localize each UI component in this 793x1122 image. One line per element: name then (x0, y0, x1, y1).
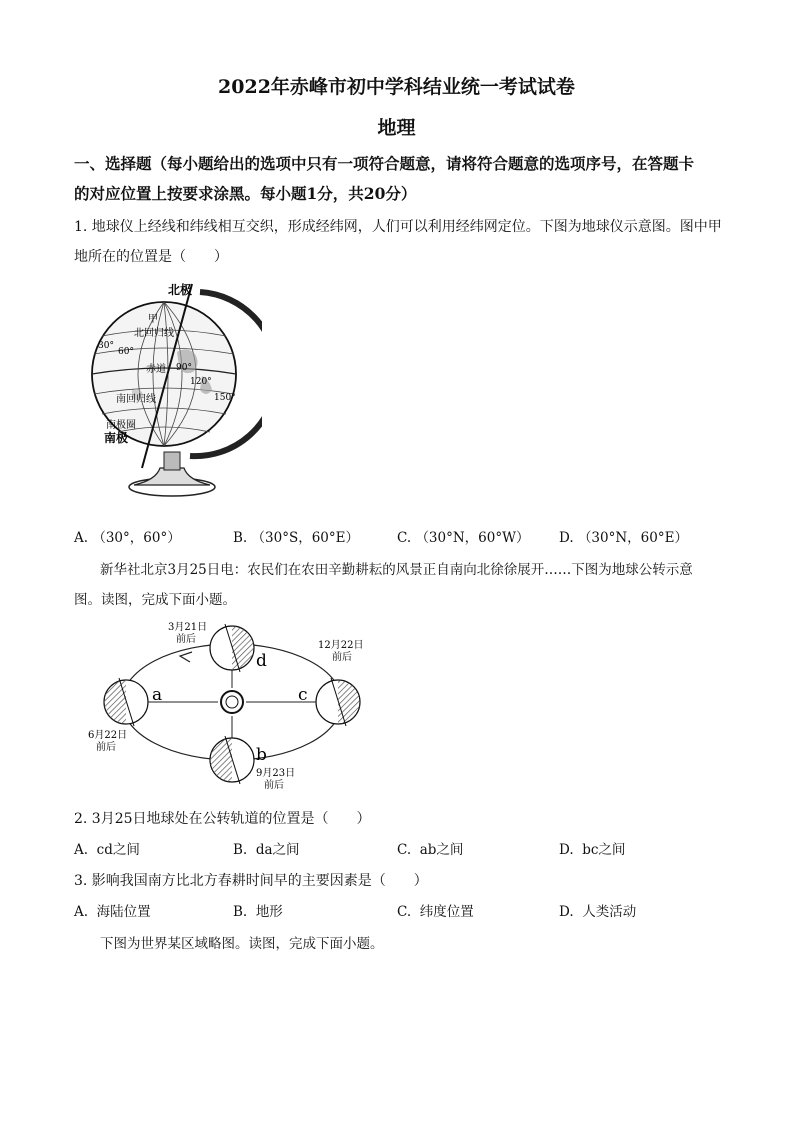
orbit-figure (80, 612, 390, 797)
q1-option-a[interactable]: A. （30°，60°） (74, 530, 181, 546)
q3-option-a[interactable]: A. 海陆位置 (74, 904, 151, 920)
north-pole-label: 北极 (168, 283, 193, 297)
tropic-cancer-label: 北回归线 (134, 328, 174, 339)
orbit-label-d: d (256, 651, 267, 671)
equator-label: 赤道 (146, 364, 166, 375)
q1-stem-line2: 地所在的位置是（ ） (74, 249, 228, 265)
jia-label: 甲 (148, 314, 158, 325)
orbit-label-c: c (298, 685, 308, 705)
q2-option-a[interactable]: A. cd之间 (74, 842, 140, 858)
orbit-label-b: b (256, 745, 267, 765)
q3-stem: 3. 影响我国南方比北方春耕时间早的主要因素是（ ） (74, 873, 428, 889)
lon-90-label: 90° (176, 363, 192, 373)
lon-30-label: 30° (98, 341, 114, 351)
q1-stem-line1: 1. 地球仪上经线和纬线相互交织，形成经纬网，人们可以利用经纬网定位。下图为地球仪示意图。图中甲 (74, 219, 722, 235)
q3-option-b[interactable]: B. 地形 (233, 904, 283, 920)
q3-option-c[interactable]: C. 纬度位置 (397, 904, 474, 920)
section-instructions-line2: 的对应位置上按要求涂黑。每小题1分，共20分） (74, 184, 417, 203)
q1-option-d[interactable]: D. （30°N，60°E） (559, 530, 688, 546)
exam-title: 2022年赤峰市初中学科结业统一考试试卷 (218, 76, 575, 98)
q2-stem: 2. 3月25日地球处在公转轨道的位置是（ ） (74, 811, 371, 827)
q1-option-b[interactable]: B. （30°S，60°E） (233, 530, 359, 546)
intro-2-line2: 图。读图，完成下面小题。 (74, 592, 236, 608)
q3-option-d[interactable]: D. 人类活动 (559, 904, 637, 920)
south-pole-label: 南极 (104, 431, 129, 445)
q2-option-b[interactable]: B. da之间 (233, 842, 300, 858)
orbit-date-jun22: 6月22日 (88, 730, 128, 741)
intro-2-line1: 新华社北京3月25日电：农民们在农田辛勤耕耘的风景正自南向北徐徐展开……下图为地球公转示意 (100, 562, 693, 578)
q2-option-c[interactable]: C. ab之间 (397, 842, 464, 858)
orbit-label-a: a (152, 685, 163, 705)
subject-title: 地理 (377, 117, 416, 139)
orbit-date-jun22-sub: 前后 (96, 742, 116, 753)
antarctic-circle-label: 南极圈 (106, 420, 136, 431)
lon-60-label: 60° (118, 347, 134, 357)
q2-option-d[interactable]: D. bc之间 (559, 842, 626, 858)
orbit-date-sep23-sub: 前后 (264, 780, 284, 791)
section-instructions-line1: 一、选择题（每小题给出的选项中只有一项符合题意，请将符合题意的选项序号，在答题卡 (74, 154, 695, 173)
lon-120-label: 120° (190, 377, 212, 387)
orbit-date-mar21: 3月21日 (168, 622, 208, 633)
orbit-date-sep23: 9月23日 (256, 768, 296, 779)
q1-option-c[interactable]: C. （30°N，60°W） (397, 530, 530, 546)
lon-150-label: 150° (214, 393, 236, 403)
orbit-date-mar21-sub: 前后 (176, 634, 196, 645)
tropic-capricorn-label: 南回归线 (116, 394, 156, 405)
globe-figure (72, 280, 262, 500)
orbit-date-dec22-sub: 前后 (332, 652, 352, 663)
intro-3-line1: 下图为世界某区域略图。读图，完成下面小题。 (100, 936, 384, 952)
orbit-date-dec22: 12月22日 (318, 640, 364, 651)
